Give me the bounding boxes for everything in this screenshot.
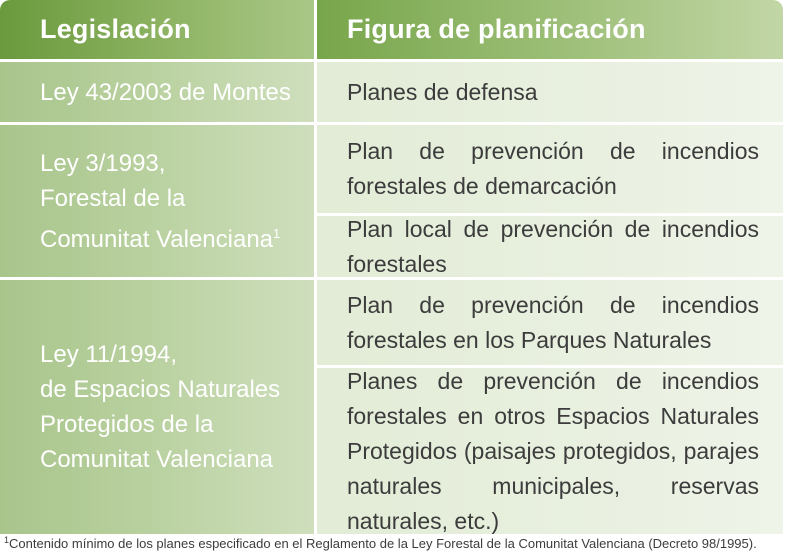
- footnote-text: Contenido mínimo de los planes especificado en el Reglamento de la Ley Forestal de la Comunitat Valenciana (Decreto 98/1995).: [9, 536, 757, 551]
- plan-text: Plan de prevención de incendios forestales en los Parques Naturales: [347, 291, 759, 353]
- plan-text: Plan de prevención de incendios forestales de demarcación: [347, 138, 759, 199]
- legislation-cell-ley-11-1994: [0, 280, 314, 534]
- plan-text: Plan local de prevención de incendios forestales: [347, 215, 759, 277]
- plan-cell-parques-naturales: [317, 280, 783, 365]
- legislation-line: Ley 11/1994,: [40, 341, 178, 368]
- footnote-marker: 1: [4, 535, 10, 545]
- legislation-text: Ley 43/2003 de Montes: [40, 78, 291, 106]
- plan-cell-planes-defensa: [317, 62, 783, 122]
- legislation-cell-ley-3-1993: [0, 125, 314, 277]
- legislation-line: [40, 216, 280, 257]
- legislation-line: Ley 3/1993,: [40, 149, 166, 177]
- legislation-line: de Espacios Naturales: [40, 376, 281, 403]
- legislation-line: Comunitat Valenciana: [40, 446, 274, 473]
- legislation-line: Forestal de la: [40, 184, 186, 212]
- header-legislation: Legislación: [0, 0, 314, 59]
- legislation-cell-ley-43-2003: [0, 62, 314, 122]
- plan-cell-plan-local: [317, 216, 783, 277]
- footnote: [4, 535, 757, 551]
- legislation-line-text: Comunitat Valenciana: [40, 225, 274, 253]
- plan-cell-otros-espacios: [317, 368, 783, 534]
- plan-cell-demarcacion: [317, 125, 783, 213]
- plan-text: Planes de defensa: [347, 78, 538, 105]
- header-planning-figure: Figura de planificación: [317, 0, 783, 59]
- legislation-line: Protegidos de la: [40, 411, 214, 438]
- footnote-marker: 1: [273, 225, 281, 241]
- plan-text: Planes de prevención de incendios forestales en otros Espacios Naturales Protegidos (paisajes protegidos, parajes naturales municipales, reservas naturales, etc.): [347, 367, 759, 534]
